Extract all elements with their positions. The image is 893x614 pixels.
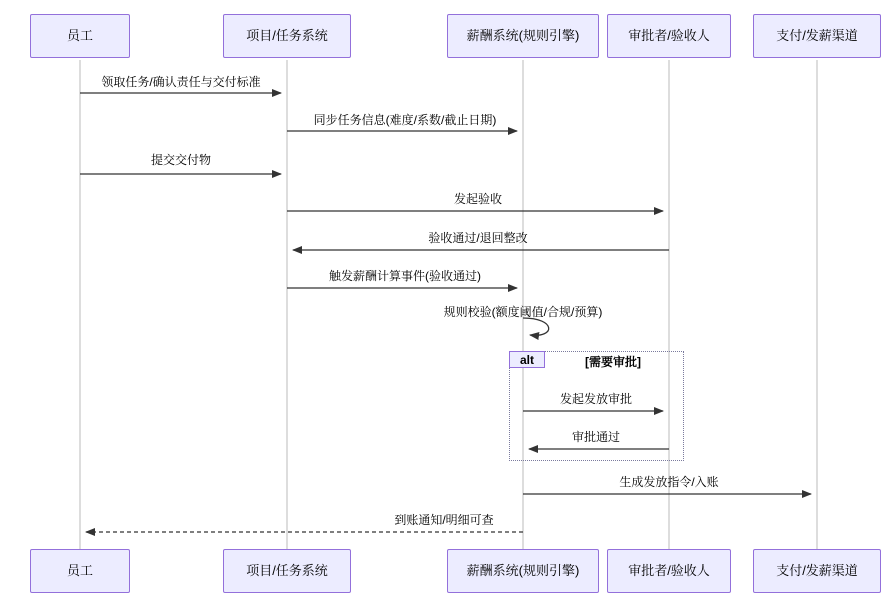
- message-label-m11: 到账通知/明细可查: [394, 513, 494, 527]
- message-label-m7: 规则校验(额度阈值/合规/预算): [443, 305, 603, 319]
- actor-top-payment[interactable]: [753, 14, 881, 58]
- message-label-m2: 同步任务信息(难度/系数/截止日期): [313, 113, 497, 127]
- actor-top-project[interactable]: [223, 14, 351, 58]
- message-label-m8: 发起发放审批: [559, 392, 633, 406]
- alt-tag-label: alt: [519, 352, 534, 367]
- actor-label: 审批者/验收人: [628, 562, 710, 578]
- actor-bottom-payroll[interactable]: [447, 549, 599, 593]
- actor-bottom-approver[interactable]: [607, 549, 731, 593]
- message-label-m6: 触发薪酬计算事件(验收通过): [329, 269, 481, 283]
- actor-label: 薪酬系统(规则引擎): [466, 27, 580, 43]
- actor-top-approver[interactable]: [607, 14, 731, 58]
- actor-label: 项目/任务系统: [246, 27, 328, 43]
- message-arrow-m7-self: [523, 318, 549, 335]
- actor-bottom-payment[interactable]: [753, 549, 881, 593]
- actor-label: 员工: [66, 562, 93, 578]
- actor-label: 支付/发薪渠道: [776, 562, 858, 578]
- actor-label: 薪酬系统(规则引擎): [466, 562, 580, 578]
- message-label-m5: 验收通过/退回整改: [428, 231, 528, 245]
- message-label-m9: 审批通过: [571, 430, 621, 444]
- alt-fragment-condition: [需要审批]: [585, 355, 641, 369]
- actor-label: 员工: [66, 27, 93, 43]
- actor-top-payroll[interactable]: [447, 14, 599, 58]
- message-label-m10: 生成发放指令/入账: [619, 475, 719, 489]
- alt-fragment-tag: [509, 351, 545, 368]
- actor-bottom-employee[interactable]: [30, 549, 130, 593]
- actor-label: 项目/任务系统: [246, 562, 328, 578]
- actor-label: 审批者/验收人: [628, 27, 710, 43]
- actor-label: 支付/发薪渠道: [776, 27, 858, 43]
- message-label-m4: 发起验收: [453, 192, 503, 206]
- actor-bottom-project[interactable]: [223, 549, 351, 593]
- message-label-m1: 领取任务/确认责任与交付标准: [101, 75, 261, 89]
- message-label-m3: 提交交付物: [150, 153, 212, 167]
- actor-top-employee[interactable]: [30, 14, 130, 58]
